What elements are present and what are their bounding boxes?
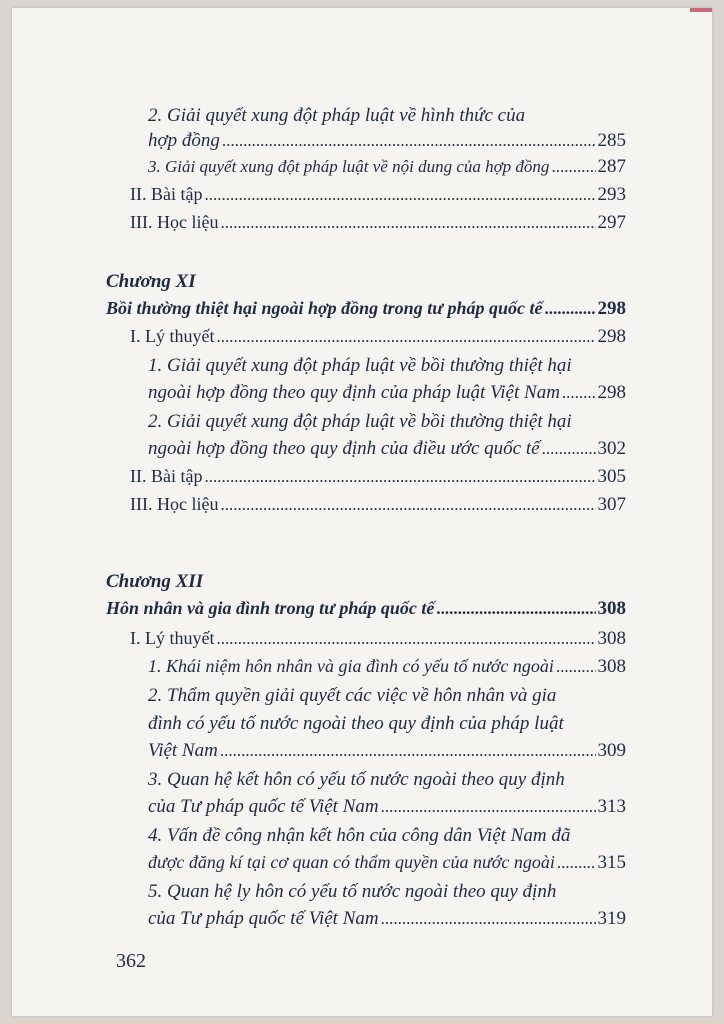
toc-row-293 (130, 184, 626, 206)
toc-item-text: 5. Quan hệ ly hôn có yếu tố nước ngoài theo quy định (148, 881, 557, 902)
toc-item-text: Việt Nam (148, 740, 218, 761)
toc-row-307 (130, 494, 626, 516)
toc-row-298-b (148, 382, 626, 404)
toc-row-319 (148, 908, 626, 930)
toc-page-number: 298 (597, 382, 626, 403)
toc-row-297 (130, 212, 626, 234)
toc-leader-dots (562, 383, 596, 403)
toc-leader-dots (381, 909, 596, 929)
toc-row-308-a (130, 628, 626, 650)
toc-item-12-5-line1 (148, 880, 712, 904)
toc-page-number: 287 (597, 156, 626, 177)
chapter-label: Chương XI (106, 271, 196, 292)
toc-item-text: 2. Giải quyết xung đột pháp luật về bồi thường thiệt hại (148, 411, 572, 432)
toc-item-text: I. Lý thuyết (130, 326, 215, 346)
toc-row-313 (148, 796, 626, 818)
bottom-shadow (0, 1018, 724, 1024)
toc-page-number: 313 (597, 796, 626, 817)
toc-page-number: 315 (597, 852, 626, 873)
toc-page-number: 305 (597, 466, 626, 487)
toc-item-text: đình có yếu tố nước ngoài theo quy định của pháp luật (148, 713, 564, 734)
toc-leader-dots (544, 299, 595, 319)
toc-item-text: I. Lý thuyết (130, 628, 215, 648)
toc-item-text: 3. Quan hệ kết hôn có yếu tố nước ngoài theo quy định (148, 769, 565, 790)
toc-item-2-title (148, 104, 712, 128)
toc-item-12-3-line1 (148, 768, 712, 792)
toc-item-text: hợp đồng (148, 130, 220, 151)
toc-page-number: 293 (597, 184, 626, 205)
toc-leader-dots (557, 853, 596, 873)
corner-mark (690, 8, 712, 12)
toc-item-11-2-line1 (148, 410, 712, 434)
toc-item-11-1-line1 (148, 354, 712, 378)
toc-item-text: ngoài hợp đồng theo quy định của pháp luật Việt Nam (148, 382, 560, 403)
toc-item-text: II. Bài tập (130, 184, 203, 204)
toc-item-text: 1. Khái niệm hôn nhân và gia đình có yếu tố nước ngoài (148, 656, 554, 676)
toc-item-text: của Tư pháp quốc tế Việt Nam (148, 796, 379, 817)
toc-item-text: 2. Thẩm quyền giải quyết các việc về hôn nhân và gia (148, 685, 557, 706)
toc-row-308-b (148, 656, 626, 678)
page-number: 362 (116, 950, 146, 972)
toc-leader-dots (220, 741, 596, 761)
toc-item-text: ngoài hợp đồng theo quy định của điều ước quốc tế (148, 438, 540, 459)
toc-item-text: III. Học liệu (130, 212, 219, 232)
chapter-title: Hôn nhân và gia đình trong tư pháp quốc tế (106, 598, 435, 618)
toc-page-number: 297 (597, 212, 626, 233)
toc-row-305 (130, 466, 626, 488)
toc-page-number: 308 (597, 598, 626, 619)
toc-page-number: 285 (597, 130, 626, 151)
toc-item-text: 2. Giải quyết xung đột pháp luật về hình thức của (148, 105, 526, 126)
toc-leader-dots (436, 599, 595, 619)
toc-page-number: 298 (597, 298, 626, 319)
toc-leader-dots (551, 157, 595, 177)
toc-leader-dots (204, 467, 595, 487)
toc-item-text: III. Học liệu (130, 494, 219, 514)
toc-item-text: 4. Vấn đề công nhận kết hôn của công dân Việt Nam đã (148, 825, 571, 846)
toc-row-chapter11-title (106, 298, 626, 320)
chapter-label: Chương XII (106, 571, 204, 592)
toc-page-number: 307 (597, 494, 626, 515)
document-page (12, 8, 712, 1016)
toc-leader-dots (556, 657, 596, 677)
toc-row-309 (148, 740, 626, 762)
toc-item-text: II. Bài tập (130, 466, 203, 486)
toc-item-text: được đăng kí tại cơ quan có thẩm quyền của nước ngoài (148, 852, 555, 872)
toc-leader-dots (381, 797, 596, 817)
toc-row-285 (148, 130, 626, 152)
toc-leader-dots (216, 327, 595, 347)
toc-leader-dots (220, 213, 595, 233)
chapter-11-heading (106, 270, 712, 294)
chapter-12-heading (106, 570, 712, 594)
toc-page-number: 302 (597, 438, 626, 459)
toc-leader-dots (220, 495, 595, 515)
toc-row-chapter12-title (106, 598, 626, 620)
toc-page-number: 319 (597, 908, 626, 929)
toc-row-302 (148, 438, 626, 460)
toc-leader-dots (222, 131, 596, 151)
toc-item-text: 3. Giải quyết xung đột pháp luật về nội dung của hợp đồng (148, 157, 550, 176)
toc-page-number: 308 (597, 656, 626, 677)
toc-leader-dots (216, 629, 595, 649)
toc-row-287 (148, 156, 626, 178)
toc-row-298-a (130, 326, 626, 348)
toc-leader-dots (204, 185, 595, 205)
toc-page-number: 298 (597, 326, 626, 347)
toc-page-number: 309 (597, 740, 626, 761)
toc-item-12-4-line1 (148, 824, 712, 848)
toc-page-number: 308 (597, 628, 626, 649)
toc-item-12-2-line2 (148, 712, 712, 736)
toc-item-text: 1. Giải quyết xung đột pháp luật về bồi thường thiệt hại (148, 355, 572, 376)
toc-leader-dots (542, 439, 596, 459)
toc-item-12-2-line1 (148, 684, 712, 708)
toc-row-315 (148, 852, 626, 874)
toc-item-text: của Tư pháp quốc tế Việt Nam (148, 908, 379, 929)
chapter-title: Bồi thường thiệt hại ngoài hợp đồng trong tư pháp quốc tế (106, 298, 543, 318)
